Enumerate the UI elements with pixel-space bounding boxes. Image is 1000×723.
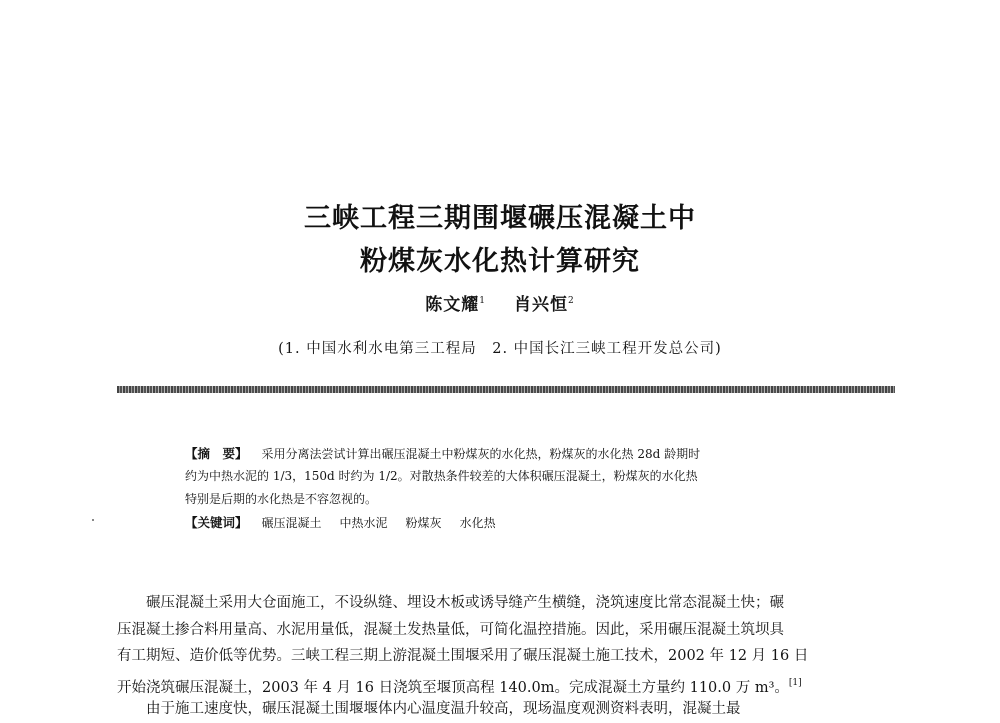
paper-title-line-1: 三峡工程三期围堰碾压混凝土中 xyxy=(304,203,696,234)
author-affiliation-mark: 2 xyxy=(568,296,575,306)
abstract-label: 【摘 要】 xyxy=(185,446,248,461)
body-text xyxy=(117,590,897,723)
body-line: 压混凝土掺合料用量高、水泥用量低，混凝土发热量低，可简化温控措施。因此，采用碾压混凝土筑坝具 xyxy=(117,621,784,638)
body-line: 碾压混凝土采用大仓面施工，不设纵缝、埋设木板或诱导缝产生横缝，浇筑速度比常态混凝土快；碾 xyxy=(146,595,784,611)
abstract-text-line: 特别是后期的水化热是不容忽视的。 xyxy=(185,492,378,506)
scan-speck xyxy=(92,519,94,521)
abstract-text-line: 采用分离法尝试计算出碾压混凝土中粉煤灰的水化热，粉煤灰的水化热 28d 龄期时 xyxy=(261,447,701,461)
author-name: 肖兴恒 xyxy=(514,295,568,315)
keyword: 中热水泥 xyxy=(339,516,388,530)
authors xyxy=(0,290,1000,315)
author-name: 陈文耀 xyxy=(425,295,480,315)
paper-title-line-2: 粉煤灰水化热计算研究 xyxy=(360,246,640,277)
author-affiliation-mark: 1 xyxy=(479,296,486,306)
affiliations: (1. 中国水利水电第三工程局 2. 中国长江三峡工程开发总公司) xyxy=(278,341,722,357)
keyword: 粉煤灰 xyxy=(405,516,442,530)
keyword: 水化热 xyxy=(459,516,496,530)
body-line: 由于施工速度快，碾压混凝土围堰堰体内心温度温升较高，现场温度观测资料表明，混凝土最 xyxy=(146,701,741,717)
body-line-text: 开始浇筑碾压混凝土，2003 年 4 月 16 日浇筑至堰顶高程 140.0m。完成混凝土方量约 110.0 万 m³。 xyxy=(117,679,789,696)
keywords-label: 【关键词】 xyxy=(185,515,248,530)
keywords xyxy=(185,511,835,534)
citation-mark: [1] xyxy=(788,677,802,688)
body-line: 有工期短、造价低等优势。三峡工程三期上游混凝土围堰采用了碾压混凝土施工技术，2002 年 12 月 16 日 xyxy=(117,648,809,664)
abstract xyxy=(185,442,835,534)
keyword: 碾压混凝土 xyxy=(261,516,322,530)
section-divider xyxy=(117,386,895,393)
abstract-text-line: 约为中热水泥的 1/3，150d 时约为 1/2。对散热条件较差的大体积碾压混凝土，粉煤灰的水化热 xyxy=(185,469,698,483)
body-line xyxy=(117,670,897,697)
